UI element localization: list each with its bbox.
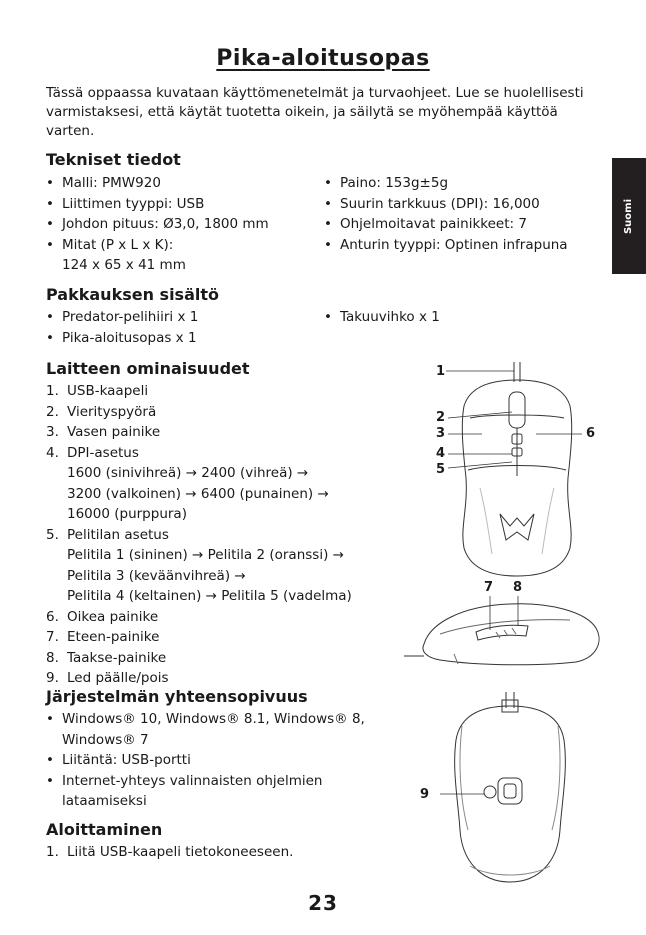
list-item bbox=[46, 709, 396, 750]
os-line: Windows® 7 bbox=[62, 731, 149, 748]
mouse-bottom-view-illustration bbox=[440, 690, 580, 886]
dpi-line: 16000 (purppura) bbox=[67, 506, 187, 522]
language-tab bbox=[612, 158, 646, 274]
specs-heading: Tekniset tiedot bbox=[46, 150, 181, 169]
specs-right-list bbox=[324, 173, 614, 255]
item-text: Vasen painike bbox=[67, 424, 161, 440]
item-text: Pelitilan asetus bbox=[67, 526, 169, 543]
item-number: 3. bbox=[46, 424, 59, 440]
dpi-line: 3200 (valkoinen) → 6400 (punainen) → bbox=[67, 485, 329, 502]
dimensions-value: 124 x 65 x 41 mm bbox=[62, 257, 186, 273]
list-item: • Pika-aloitusopas x 1 bbox=[46, 328, 316, 349]
item-text: DPI-asetus bbox=[67, 444, 139, 461]
list-item bbox=[46, 607, 426, 628]
list-item bbox=[46, 842, 396, 863]
item-text: Vierityspyörä bbox=[67, 403, 157, 420]
item-text: Liitä USB-kaapeli tietokoneeseen. bbox=[67, 844, 294, 860]
callout-label-3: 3 bbox=[436, 426, 446, 441]
list-item bbox=[46, 525, 426, 607]
list-item: • Paino: 153g±5g bbox=[324, 173, 614, 194]
list-item bbox=[46, 668, 426, 689]
package-right-list bbox=[324, 307, 584, 328]
callout-label-2: 2 bbox=[436, 410, 446, 425]
mouse-top-view-illustration bbox=[430, 358, 610, 578]
list-item bbox=[46, 627, 426, 648]
list-item: • Suurin tarkkuus (DPI): 16,000 bbox=[324, 194, 614, 215]
list-item: • Liitäntä: USB-portti bbox=[46, 750, 396, 771]
mode-line: Pelitila 1 (sininen) → Pelitila 2 (oranssi) → bbox=[67, 547, 344, 563]
callout-label-1: 1 bbox=[436, 364, 446, 379]
intro-paragraph: Tässä oppaassa kuvataan käyttömenetelmät ja turvaohjeet. Lue se huolellisesti varmistaksesi, että käytät tuotetta oikein, ja säilytä se myöhempää käyttöä varten. bbox=[46, 85, 584, 139]
callout-label-4: 4 bbox=[436, 446, 446, 461]
list-item bbox=[46, 235, 316, 276]
item-number: 6. bbox=[46, 608, 59, 625]
start-heading: Aloittaminen bbox=[46, 820, 163, 839]
callout-label-6: 6 bbox=[586, 426, 596, 441]
item-number: 4. bbox=[46, 444, 59, 461]
package-heading: Pakkauksen sisältö bbox=[46, 285, 219, 304]
item-text: Oikea painike bbox=[67, 608, 159, 625]
list-item: • Liittimen tyyppi: USB bbox=[46, 194, 316, 215]
list-item bbox=[46, 648, 426, 669]
list-item bbox=[46, 443, 426, 525]
list-item bbox=[46, 422, 426, 443]
callout-label-9: 9 bbox=[420, 787, 430, 802]
item-text: Eteen-painike bbox=[67, 629, 160, 645]
item-text: Led päälle/pois bbox=[67, 670, 169, 686]
item-number: 1. bbox=[46, 383, 59, 399]
item-number: 5. bbox=[46, 526, 59, 543]
item-number: 9. bbox=[46, 670, 59, 686]
internet-line: lataamiseksi bbox=[62, 793, 147, 809]
dimensions-label: Mitat (P x L x K): bbox=[62, 236, 174, 253]
item-number: 7. bbox=[46, 629, 59, 645]
mouse-side-view-illustration bbox=[400, 594, 610, 674]
item-number: 8. bbox=[46, 649, 59, 666]
package-left-list bbox=[46, 307, 316, 348]
start-list bbox=[46, 842, 396, 863]
list-item bbox=[46, 402, 426, 423]
page-number: 23 bbox=[308, 891, 338, 915]
list-item: • Johdon pituus: Ø3,0, 1800 mm bbox=[46, 214, 316, 235]
list-item bbox=[46, 771, 396, 812]
list-item: • Malli: PMW920 bbox=[46, 173, 316, 194]
specs-left-list bbox=[46, 173, 316, 276]
language-tab-label: Suomi bbox=[623, 198, 635, 234]
item-number: 1. bbox=[46, 844, 59, 860]
callout-label-5: 5 bbox=[436, 462, 446, 477]
features-heading: Laitteen ominaisuudet bbox=[46, 359, 250, 378]
compat-list bbox=[46, 709, 396, 812]
callout-label-7: 7 bbox=[484, 580, 494, 595]
list-item: • Ohjelmoitavat painikkeet: 7 bbox=[324, 214, 614, 235]
mode-line: Pelitila 4 (keltainen) → Pelitila 5 (vadelma) bbox=[67, 588, 352, 604]
list-item: • Takuuvihko x 1 bbox=[324, 307, 584, 328]
list-item: • Anturin tyyppi: Optinen infrapuna bbox=[324, 235, 614, 256]
list-item: • Predator-pelihiiri x 1 bbox=[46, 307, 316, 328]
page-title: Pika-aloitusopas bbox=[216, 46, 430, 71]
item-text: Taakse-painike bbox=[67, 649, 167, 666]
os-line: Windows® 10, Windows® 8.1, Windows® 8, bbox=[62, 711, 365, 727]
list-item bbox=[46, 381, 426, 402]
dpi-line: 1600 (sinivihreä) → 2400 (vihreä) → bbox=[67, 465, 309, 481]
compat-heading: Järjestelmän yhteensopivuus bbox=[46, 687, 308, 706]
mode-line: Pelitila 3 (keväänvihreä) → bbox=[67, 567, 246, 584]
features-list bbox=[46, 381, 426, 689]
item-number: 2. bbox=[46, 403, 59, 420]
internet-line: Internet-yhteys valinnaisten ohjelmien bbox=[62, 772, 323, 789]
item-text: USB-kaapeli bbox=[67, 383, 149, 399]
callout-label-8: 8 bbox=[513, 580, 523, 595]
